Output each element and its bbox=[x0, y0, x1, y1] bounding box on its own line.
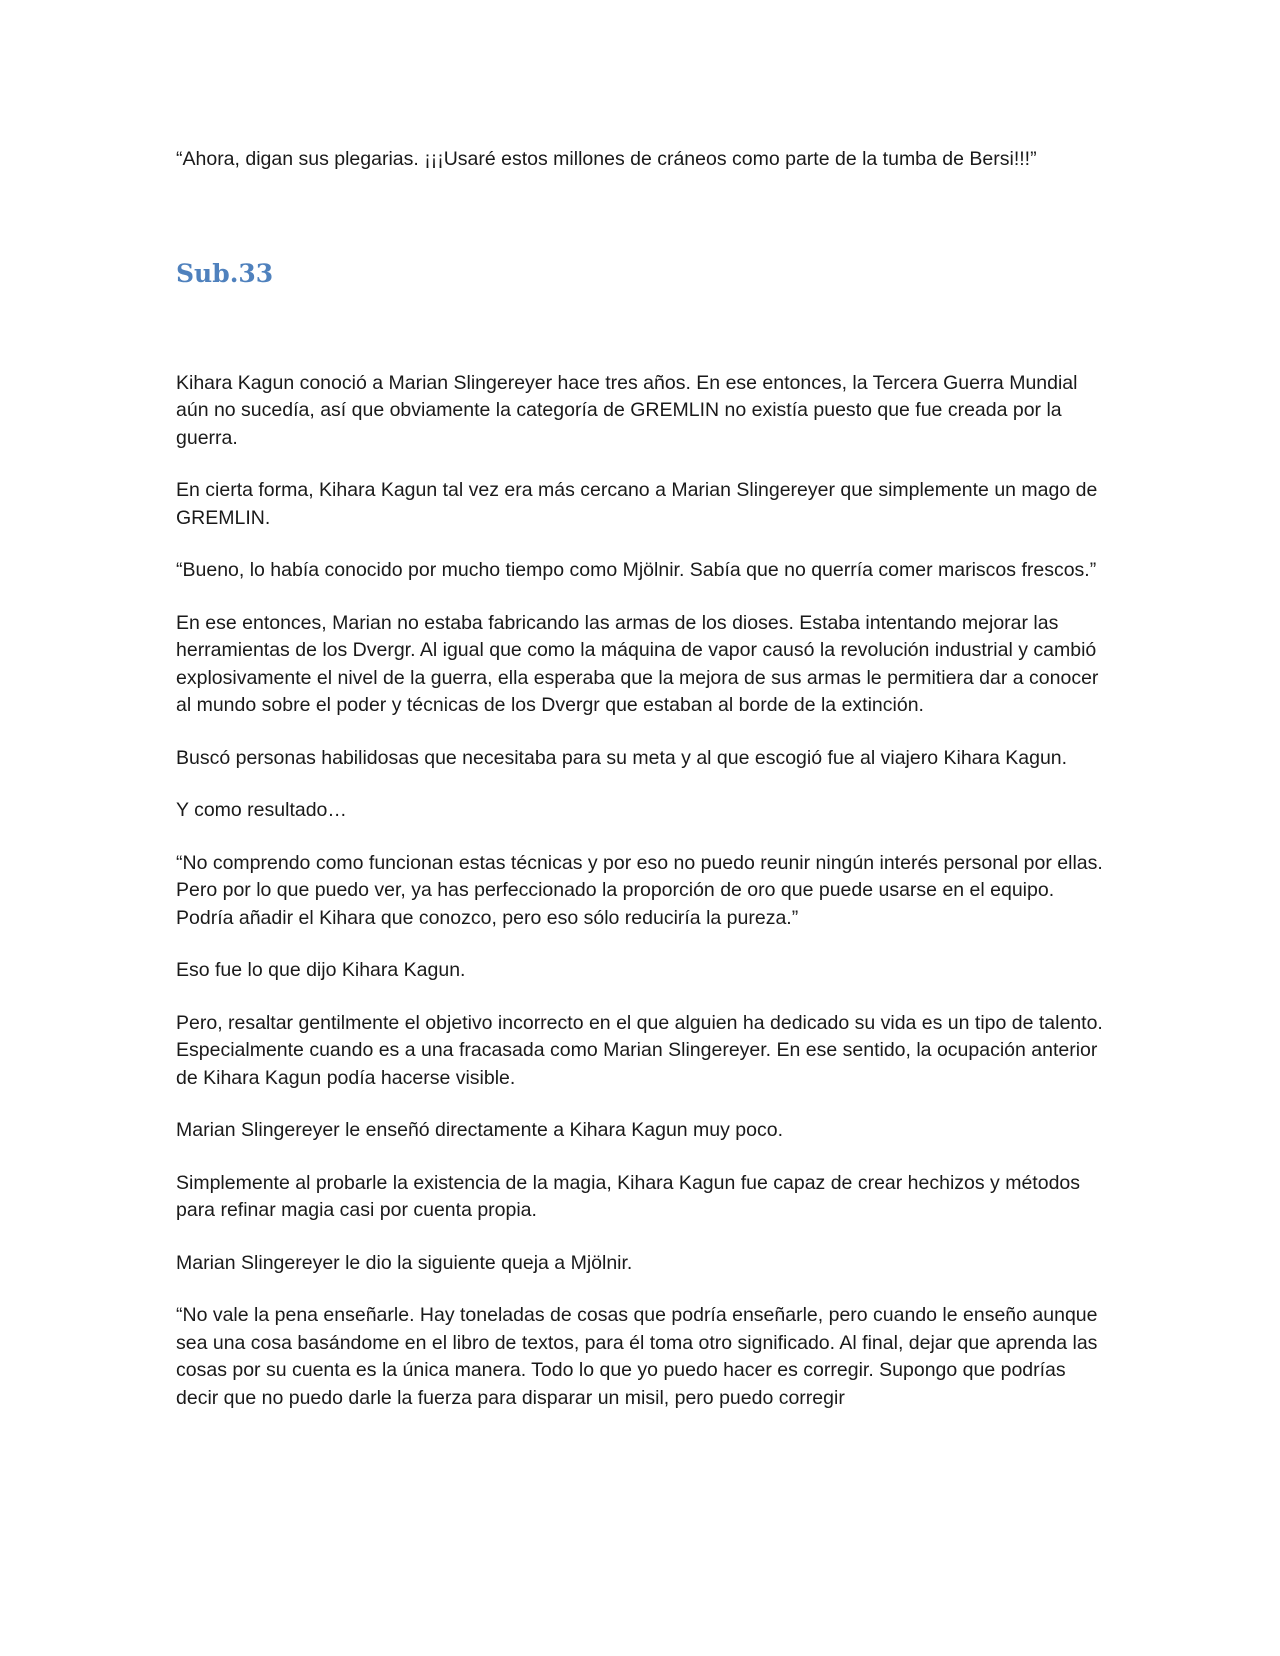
opening-quote: “Ahora, digan sus plegarias. ¡¡¡Usaré estos millones de cráneos como parte de la tumba de Bersi!!!” bbox=[176, 148, 1037, 170]
section-heading: Sub.33 bbox=[176, 258, 274, 288]
paragraph: Pero, resaltar gentilmente el objetivo incorrecto en el que alguien ha dedicado su vida es un tipo de talento. Especialmente cuando es a una fracasada como Marian Slingereyer. En ese sentido, la ocupación anterior de Kihara Kagun podía hacerse visible. bbox=[176, 1011, 1103, 1089]
paragraph: Marian Slingereyer le dio la siguiente queja a Mjölnir. bbox=[176, 1251, 633, 1274]
paragraph: Simplemente al probarle la existencia de la magia, Kihara Kagun fue capaz de crear hechizos y métodos para refinar magia casi por cuenta propia. bbox=[176, 1171, 1081, 1221]
paragraph: Eso fue lo que dijo Kihara Kagun. bbox=[176, 959, 466, 981]
paragraph: En ese entonces, Marian no estaba fabricando las armas de los dioses. Estaba intentando mejorar las herramientas de los Dvergr. Al igual que como la máquina de vapor causó la revolución industrial y cambió explosivamente el nivel de la guerra, ella esperaba que la mejora de sus armas le permitiera dar a conocer al mundo sobre el poder y técnicas de los Dvergr que estaban al borde de la extinción. bbox=[176, 611, 1099, 716]
paragraph: “No comprendo como funcionan estas técnicas y por eso no puedo reunir ningún interés personal por ellas. Pero por lo que puedo ver, ya has perfeccionado la proporción de oro que puede usarse en el equipo. Podría añadir el Kihara que conozco, pero eso sólo reduciría la pureza.” bbox=[176, 851, 1103, 929]
paragraph: Y como resultado… bbox=[176, 799, 347, 821]
document-body bbox=[176, 146, 1106, 1412]
paragraph: “No vale la pena enseñarle. Hay toneladas de cosas que podría enseñarle, pero cuando le enseño aunque sea una cosa basándome en el libro de textos, para él toma otro significado. Al final, dejar que aprenda las cosas por su cuenta es la única manera. Todo lo que yo puedo hacer es corregir. Supongo que podrías decir que no puedo darle la fuerza para disparar un misil, pero puedo corregir bbox=[176, 1304, 1098, 1409]
paragraph: En cierta forma, Kihara Kagun tal vez era más cercano a Marian Slingereyer que simplemente un mago de GREMLIN. bbox=[176, 479, 1098, 529]
paragraph: “Bueno, lo había conocido por mucho tiempo como Mjölnir. Sabía que no querría comer mariscos frescos.” bbox=[176, 559, 1097, 581]
paragraph: Kihara Kagun conoció a Marian Slingereyer hace tres años. En ese entonces, la Tercera Guerra Mundial aún no sucedía, así que obviamente la categoría de GREMLIN no existía puesto que fue creada por la guerra. bbox=[176, 371, 1078, 449]
paragraph: Buscó personas habilidosas que necesitaba para su meta y al que escogió fue al viajero Kihara Kagun. bbox=[176, 746, 1068, 769]
paragraph: Marian Slingereyer le enseñó directamente a Kihara Kagun muy poco. bbox=[176, 1119, 784, 1141]
